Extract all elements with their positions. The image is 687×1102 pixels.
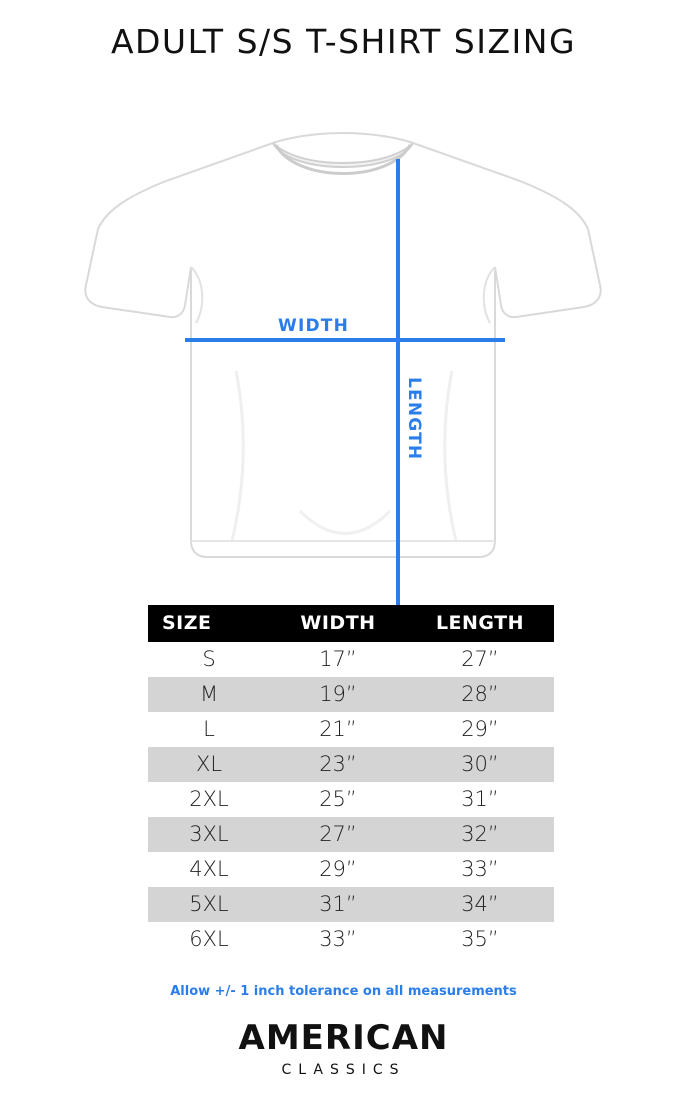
cell-length: 32” [406, 817, 554, 852]
table-row [148, 817, 554, 852]
column-header-length: LENGTH [406, 605, 554, 642]
width-measure-line [185, 338, 505, 342]
table-row [148, 642, 554, 677]
cell-width: 31” [270, 887, 406, 922]
table-row [148, 782, 554, 817]
size-table-body [148, 642, 554, 957]
cell-length: 27” [406, 642, 554, 677]
cell-length: 29” [406, 712, 554, 747]
cell-size: 6XL [148, 922, 270, 957]
size-chart [148, 605, 540, 957]
cell-width: 33” [270, 922, 406, 957]
cell-size: L [148, 712, 270, 747]
cell-width: 21” [270, 712, 406, 747]
brand-name: AMERICAN [238, 1018, 449, 1058]
tolerance-note: Allow +/- 1 inch tolerance on all measurements [170, 984, 517, 999]
tshirt-diagram [0, 71, 687, 571]
column-header-size: SIZE [148, 605, 270, 642]
table-row [148, 852, 554, 887]
table-row [148, 887, 554, 922]
cell-width: 19” [270, 677, 406, 712]
page-title: ADULT S/S T-SHIRT SIZING [110, 22, 577, 61]
table-row [148, 677, 554, 712]
column-header-width: WIDTH [270, 605, 406, 642]
cell-length: 30” [406, 747, 554, 782]
brand-tagline: CLASSICS [281, 1062, 406, 1078]
cell-size: M [148, 677, 270, 712]
table-row [148, 922, 554, 957]
cell-width: 17” [270, 642, 406, 677]
table-header-row [148, 605, 554, 642]
cell-width: 27” [270, 817, 406, 852]
cell-length: 28” [406, 677, 554, 712]
cell-size: S [148, 642, 270, 677]
cell-width: 29” [270, 852, 406, 887]
cell-size: XL [148, 747, 270, 782]
size-table [148, 605, 554, 957]
cell-length: 33” [406, 852, 554, 887]
cell-size: 3XL [148, 817, 270, 852]
cell-width: 23” [270, 747, 406, 782]
cell-size: 4XL [148, 852, 270, 887]
table-row [148, 712, 554, 747]
cell-size: 2XL [148, 782, 270, 817]
length-measure-line [396, 159, 400, 633]
width-label: WIDTH [272, 316, 355, 336]
brand-footer [0, 1018, 687, 1078]
length-label: LENGTH [404, 371, 424, 466]
table-row [148, 747, 554, 782]
cell-length: 34” [406, 887, 554, 922]
cell-length: 31” [406, 782, 554, 817]
cell-width: 25” [270, 782, 406, 817]
cell-length: 35” [406, 922, 554, 957]
cell-size: 5XL [148, 887, 270, 922]
